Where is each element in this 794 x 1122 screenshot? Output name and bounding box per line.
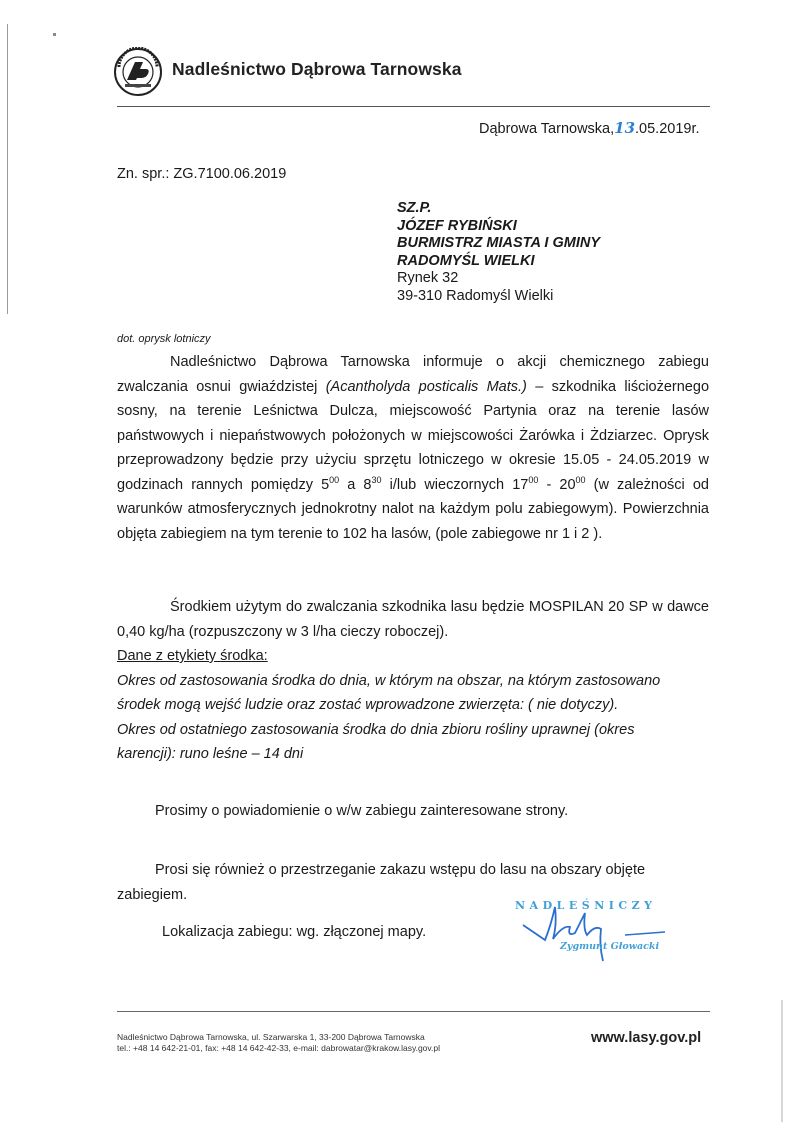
paragraph-announcement (117, 350, 709, 546)
letter-date (479, 119, 700, 137)
text-run: Prosi się również o przestrzeganie zakazu wstępu do lasu na obszary objęte zabiegiem. (117, 862, 646, 903)
case-reference: Zn. spr.: ZG.7100.06.2019 (117, 166, 287, 182)
label-data-line-karencja: Okres od ostatniego zastosowania środka do dnia zbioru rośliny uprawnej (okres karencji): runo leśne – 14 dni (117, 721, 635, 762)
paragraph-notify-request: Prosimy o powiadomienie o w/w zabiegu zainteresowane strony. (155, 803, 569, 819)
latin-species-name: (Acantholyda posticalis Mats.) (325, 378, 527, 395)
text-run: i/lub wieczornych 17 (381, 476, 529, 493)
signature-stamp (515, 895, 675, 965)
addressee-postal: 39-310 Radomyśl Wielki (397, 287, 554, 304)
stamp-title: NADLEŚNICZY (515, 899, 657, 912)
subject-line: dot. oprysk lotniczy (117, 333, 211, 345)
footer-contact (117, 1032, 440, 1054)
text-run: Środkiem użytym do zwalczania szkodnika lasu będzie MOSPILAN 20 SP w dawce 0,40 kg/ha (rozpuszczony w 3 l/ha cieczy roboczej). (117, 599, 709, 640)
date-day-handwritten: 13 (614, 119, 636, 137)
footer-divider (117, 1011, 710, 1012)
addressee-salutation: SZ.P. (397, 200, 432, 216)
text-run: – szkodnika liściożernego sosny, na terenie Leśnictwa Dulcza, miejscowość Partynia oraz na terenie lasów państwowych i niepaństwowych położonych w miejscowości Żarówka i Żdziarzec. Oprysk przeprowadzony będzie przy użyciu sprzętu lotniczego w okresie 15.05 - 24.05.2019 w godzinach rannych pomiędzy 5 (117, 378, 710, 493)
date-month-year: .05.2019r. (635, 121, 700, 137)
label-data-line-reentry: Okres od zastosowania środka do dnia, w którym na obszar, na którym zastosowano środek mogą wejść ludzie oraz zostać wprowadzone zwierzęta: ( nie dotyczy). (117, 672, 661, 713)
organization-name: Nadleśnictwo Dąbrowa Tarnowska (172, 59, 462, 79)
time-superscript: 00 (528, 474, 539, 485)
footer-website-link[interactable]: www.lasy.gov.pl (591, 1030, 702, 1046)
text-run: (w zależności od warunków atmosferycznych jednokrotny nalot na każdym polu zabiegowym). Powierzchnia objęta zabiegiem na tym terenie to 102 ha lasów, (pole zabiegowe nr 1 i 2 ). (117, 476, 709, 542)
addressee-title: BURMISTRZ MIASTA I GMINY (397, 235, 600, 251)
label-data-heading: Dane z etykiety środka: (117, 648, 268, 664)
addressee-street: Rynek 32 (397, 270, 459, 286)
time-superscript: 30 (371, 474, 382, 485)
text-run: a 8 (339, 476, 372, 493)
text-run: Nadleśnictwo Dąbrowa Tarnowska informuje o akcji chemicznego zabiegu zwalczania osnui gwiaździstej (117, 354, 709, 395)
product-description (117, 595, 709, 644)
addressee-town: RADOMYŚL WIELKI (397, 252, 535, 269)
time-superscript: 00 (575, 474, 586, 485)
scan-edge-line-right (781, 1000, 783, 1122)
date-place: Dąbrowa Tarnowska, (479, 121, 615, 137)
paragraph-location: Lokalizacja zabiegu: wg. złączonej mapy. (162, 924, 427, 940)
addressee-name: JÓZEF RYBIŃSKI (397, 217, 517, 234)
header-divider (117, 106, 710, 107)
footer-phone-email: tel.: +48 14 642-21-01, fax: +48 14 642-42-33, e-mail: dabrowatar@krakow.lasy.gov.pl (117, 1043, 440, 1053)
handwritten-signature-icon (515, 895, 675, 970)
time-superscript: 00 (329, 474, 340, 485)
text-run: - 20 (538, 476, 576, 493)
addressee-block (397, 200, 600, 305)
stamp-signatory-name: Zygmunt Głowacki (560, 941, 660, 952)
paragraph-product (117, 595, 709, 767)
footer-address: Nadleśnictwo Dąbrowa Tarnowska, ul. Szarwarska 1, 33-200 Dąbrowa Tarnowska (117, 1032, 425, 1042)
scan-speck (53, 33, 56, 36)
scan-edge-line (7, 24, 8, 314)
lasy-panstwowe-logo-icon (113, 47, 163, 97)
